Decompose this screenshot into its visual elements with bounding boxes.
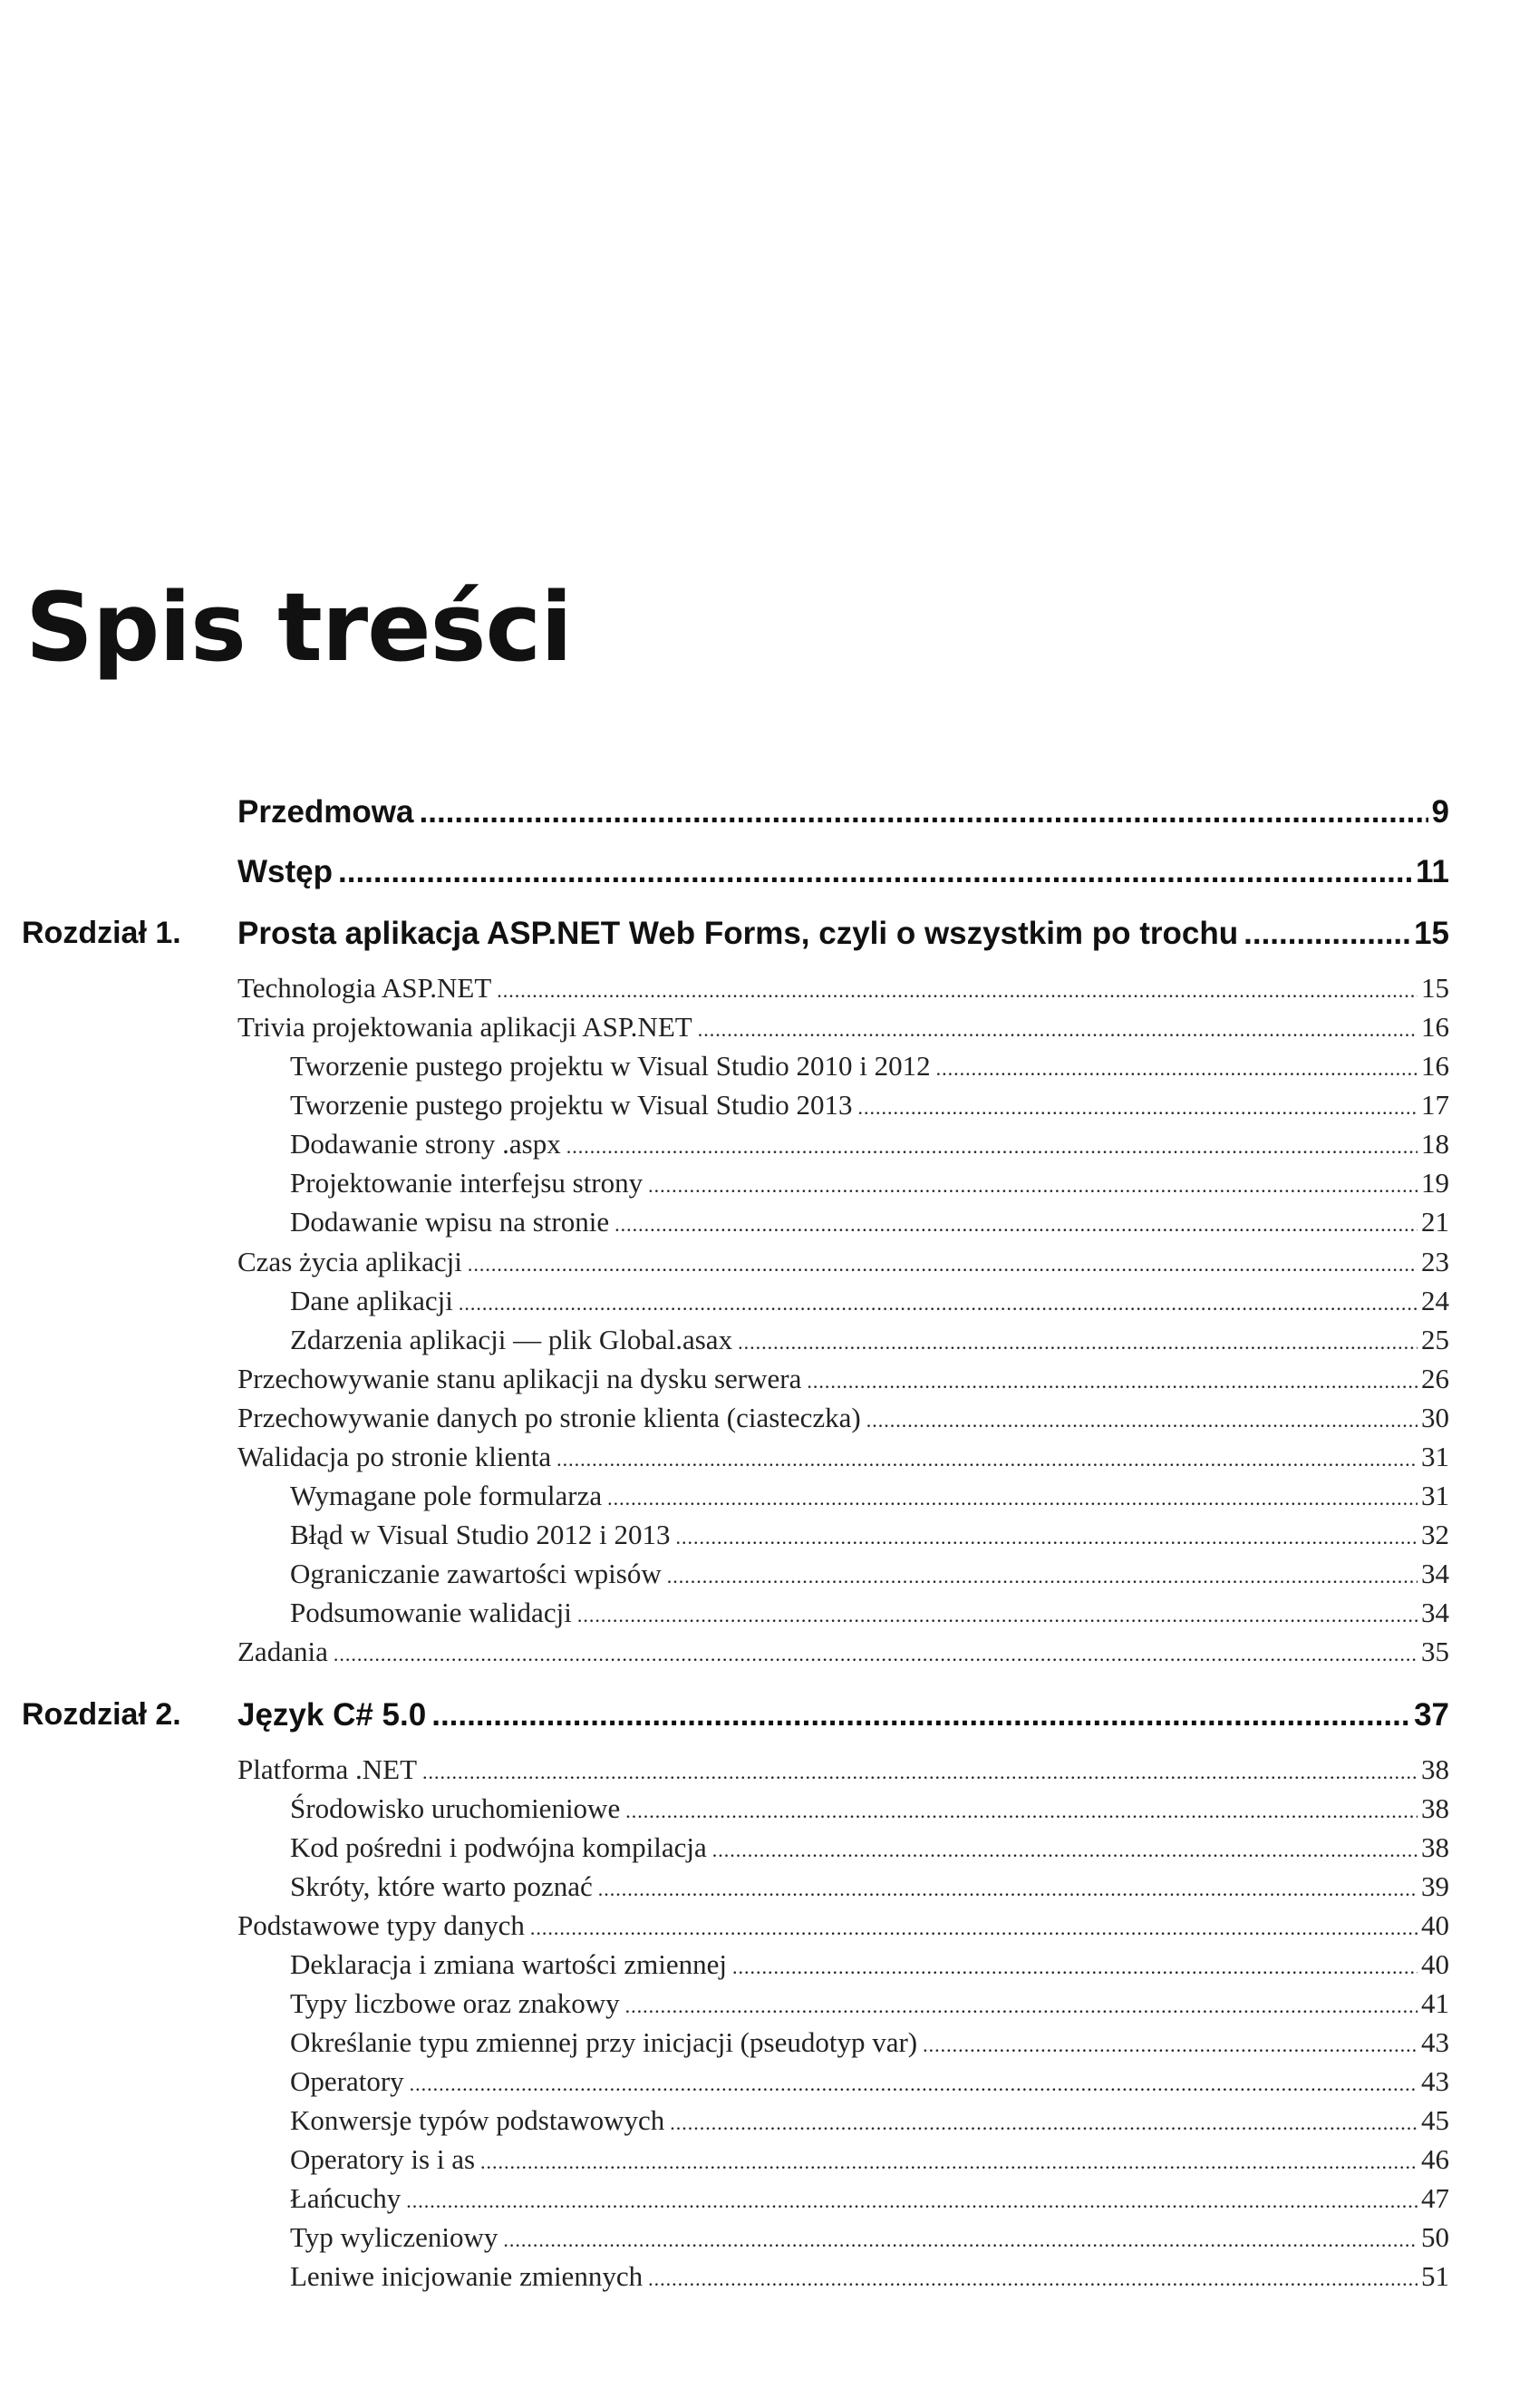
- page-number: 38: [1421, 1831, 1449, 1863]
- page-number: 38: [1421, 1792, 1449, 1824]
- toc-line: [290, 1597, 1449, 1629]
- toc-line: [237, 1363, 1449, 1395]
- page-title: Spis treści: [25, 572, 572, 683]
- toc-line: [290, 1831, 1449, 1864]
- dot-leader: [670, 2112, 1418, 2135]
- entry-title: Skróty, które warto poznać: [290, 1870, 593, 1902]
- toc-line: [290, 2026, 1449, 2059]
- toc-line: [237, 1441, 1449, 1473]
- dot-leader: [530, 1917, 1418, 1940]
- entry-title: Łańcuchy: [290, 2182, 402, 2214]
- toc-line: [290, 2221, 1449, 2254]
- toc-line: [290, 1324, 1449, 1356]
- dot-leader: [468, 1253, 1418, 1277]
- page-number: 11: [1416, 854, 1449, 889]
- toc-line: [290, 1206, 1449, 1238]
- page-number: 47: [1421, 2182, 1449, 2214]
- entry-title: Zdarzenia aplikacji — plik Global.asax: [290, 1324, 733, 1355]
- dot-leader: [480, 2151, 1418, 2174]
- chapter-label: Rozdział 2.: [22, 1697, 181, 1732]
- page-number: 25: [1421, 1324, 1449, 1355]
- dot-leader: [648, 2267, 1418, 2291]
- page-number: 24: [1421, 1285, 1449, 1316]
- page-number: 32: [1421, 1519, 1449, 1550]
- page-number: 21: [1421, 1206, 1449, 1238]
- page-number: 45: [1421, 2104, 1449, 2136]
- dot-leader: [598, 1878, 1418, 1901]
- entry-title: Dodawanie strony .aspx: [290, 1128, 561, 1160]
- entry-title: Błąd w Visual Studio 2012 i 2013: [290, 1519, 671, 1550]
- entry-title: Podsumowanie walidacji: [290, 1597, 572, 1628]
- entry-title: Projektowanie interfejsu strony: [290, 1167, 644, 1199]
- page-number: 40: [1421, 1948, 1449, 1980]
- dot-leader: [732, 1956, 1418, 1979]
- entry-title: Przechowywanie danych po stronie klienta (ciasteczka): [237, 1402, 861, 1433]
- toc-line: [290, 1792, 1449, 1825]
- toc-line: [290, 1480, 1449, 1512]
- dot-leader: [338, 854, 1412, 890]
- entry-title: Dane aplikacji: [290, 1285, 453, 1316]
- entry-title: Technologia ASP.NET: [237, 972, 492, 1004]
- dot-leader: [459, 1292, 1418, 1316]
- chapter-label: Rozdział 1.: [22, 916, 181, 950]
- dot-leader: [410, 2073, 1418, 2096]
- dot-leader: [698, 1018, 1418, 1042]
- page-number: 37: [1414, 1697, 1449, 1733]
- entry-title: Prosta aplikacja ASP.NET Web Forms, czyli o wszystkim po trochu: [237, 916, 1239, 951]
- entry-title: Określanie typu zmiennej przy inicjacji (pseudotyp var): [290, 2026, 918, 2058]
- page-number: 46: [1421, 2143, 1449, 2175]
- dot-leader: [431, 1697, 1410, 1733]
- toc-line: [290, 1128, 1449, 1160]
- dot-leader: [334, 1643, 1418, 1666]
- page-number: 34: [1421, 1597, 1449, 1628]
- entry-title: Tworzenie pustego projektu w Visual Studio 2013: [290, 1089, 853, 1121]
- entry-title: Trivia projektowania aplikacji ASP.NET: [237, 1011, 692, 1043]
- dot-leader: [1244, 916, 1410, 952]
- toc-line: [290, 1167, 1449, 1199]
- entry-title: Podstawowe typy danych: [237, 1909, 525, 1941]
- dot-leader: [866, 1409, 1418, 1432]
- entry-title: Operatory is i as: [290, 2143, 476, 2175]
- dot-leader: [857, 1096, 1418, 1120]
- toc-line: [237, 854, 1449, 890]
- page-number: 38: [1421, 1753, 1449, 1785]
- page-number: 23: [1421, 1246, 1449, 1277]
- page-number: 43: [1421, 2065, 1449, 2097]
- page-number: 43: [1421, 2026, 1449, 2058]
- entry-title: Język C# 5.0: [237, 1697, 427, 1733]
- entry-title: Tworzenie pustego projektu w Visual Studio 2010 i 2012: [290, 1050, 931, 1082]
- page-number: 19: [1421, 1167, 1449, 1199]
- page-number: 34: [1421, 1558, 1449, 1589]
- page-number: 26: [1421, 1363, 1449, 1394]
- toc-line: [290, 1519, 1449, 1551]
- entry-title: Typy liczbowe oraz znakowy: [290, 1987, 620, 2019]
- toc-line: [237, 1636, 1449, 1668]
- page-number: 51: [1421, 2260, 1449, 2292]
- entry-title: Czas życia aplikacji: [237, 1246, 462, 1277]
- dot-leader: [422, 1761, 1418, 1784]
- page-number: 40: [1421, 1909, 1449, 1941]
- dot-leader: [615, 1213, 1418, 1237]
- dot-leader: [648, 1174, 1418, 1198]
- toc-line: [290, 1050, 1449, 1083]
- toc-line: [290, 2104, 1449, 2137]
- toc-line: [290, 1089, 1449, 1121]
- dot-leader: [556, 1448, 1418, 1471]
- toc-line: [290, 1285, 1449, 1317]
- toc-line: [237, 794, 1449, 830]
- entry-title: Typ wyliczeniowy: [290, 2221, 498, 2253]
- entry-title: Przedmowa: [237, 794, 414, 830]
- page-number: 41: [1421, 1987, 1449, 2019]
- toc-line: [290, 2065, 1449, 2098]
- page-number: 39: [1421, 1870, 1449, 1902]
- dot-leader: [936, 1057, 1418, 1081]
- toc-line: [237, 1697, 1449, 1733]
- dot-leader: [577, 1604, 1418, 1627]
- entry-title: Ograniczanie zawartości wpisów: [290, 1558, 662, 1589]
- dot-leader: [566, 1135, 1418, 1159]
- page-number: 15: [1414, 916, 1449, 951]
- page-number: 9: [1431, 794, 1449, 830]
- entry-title: Konwersje typów podstawowych: [290, 2104, 665, 2136]
- page-number: 16: [1421, 1011, 1449, 1043]
- page-number: 16: [1421, 1050, 1449, 1082]
- page-number: 35: [1421, 1636, 1449, 1667]
- entry-title: Leniwe inicjowanie zmiennych: [290, 2260, 644, 2292]
- page-number: 15: [1421, 972, 1449, 1004]
- page-number: 30: [1421, 1402, 1449, 1433]
- page-number: 31: [1421, 1441, 1449, 1472]
- dot-leader: [676, 1526, 1418, 1549]
- toc-line: [237, 1246, 1449, 1278]
- dot-leader: [923, 2034, 1418, 2057]
- dot-leader: [807, 1370, 1418, 1393]
- dot-leader: [738, 1331, 1418, 1354]
- dot-leader: [625, 1995, 1418, 2018]
- page-number: 31: [1421, 1480, 1449, 1511]
- dot-leader: [625, 1800, 1418, 1823]
- entry-title: Wymagane pole formularza: [290, 1480, 603, 1511]
- toc-line: [237, 916, 1449, 952]
- toc-line: [290, 1870, 1449, 1903]
- entry-title: Dodawanie wpisu na stronie: [290, 1206, 610, 1238]
- entry-title: Kod pośredni i podwójna kompilacja: [290, 1831, 707, 1863]
- toc-line: [290, 2143, 1449, 2176]
- toc-line: [237, 1011, 1449, 1044]
- toc-line: [237, 1753, 1449, 1786]
- toc-line: [290, 1987, 1449, 2020]
- entry-title: Przechowywanie stanu aplikacji na dysku serwera: [237, 1363, 802, 1394]
- toc-line: [237, 1402, 1449, 1434]
- dot-leader: [607, 1487, 1418, 1510]
- toc-line: [290, 2260, 1449, 2293]
- dot-leader: [667, 1565, 1418, 1588]
- dot-leader: [406, 2190, 1418, 2213]
- dot-leader: [497, 979, 1418, 1003]
- entry-title: Deklaracja i zmiana wartości zmiennej: [290, 1948, 727, 1980]
- toc-line: [237, 972, 1449, 1005]
- entry-title: Zadania: [237, 1636, 328, 1667]
- toc-line: [290, 1558, 1449, 1590]
- dot-leader: [712, 1839, 1418, 1862]
- toc-line: [237, 1909, 1449, 1942]
- dot-leader: [503, 2228, 1418, 2252]
- entry-title: Operatory: [290, 2065, 404, 2097]
- page-number: 50: [1421, 2221, 1449, 2253]
- toc-line: [290, 2182, 1449, 2215]
- toc-line: [290, 1948, 1449, 1981]
- entry-title: Wstęp: [237, 854, 333, 889]
- entry-title: Walidacja po stronie klienta: [237, 1441, 552, 1472]
- entry-title: Platforma .NET: [237, 1753, 418, 1785]
- dot-leader: [420, 794, 1428, 830]
- page-number: 17: [1421, 1089, 1449, 1121]
- page-number: 18: [1421, 1128, 1449, 1160]
- entry-title: Środowisko uruchomieniowe: [290, 1792, 621, 1824]
